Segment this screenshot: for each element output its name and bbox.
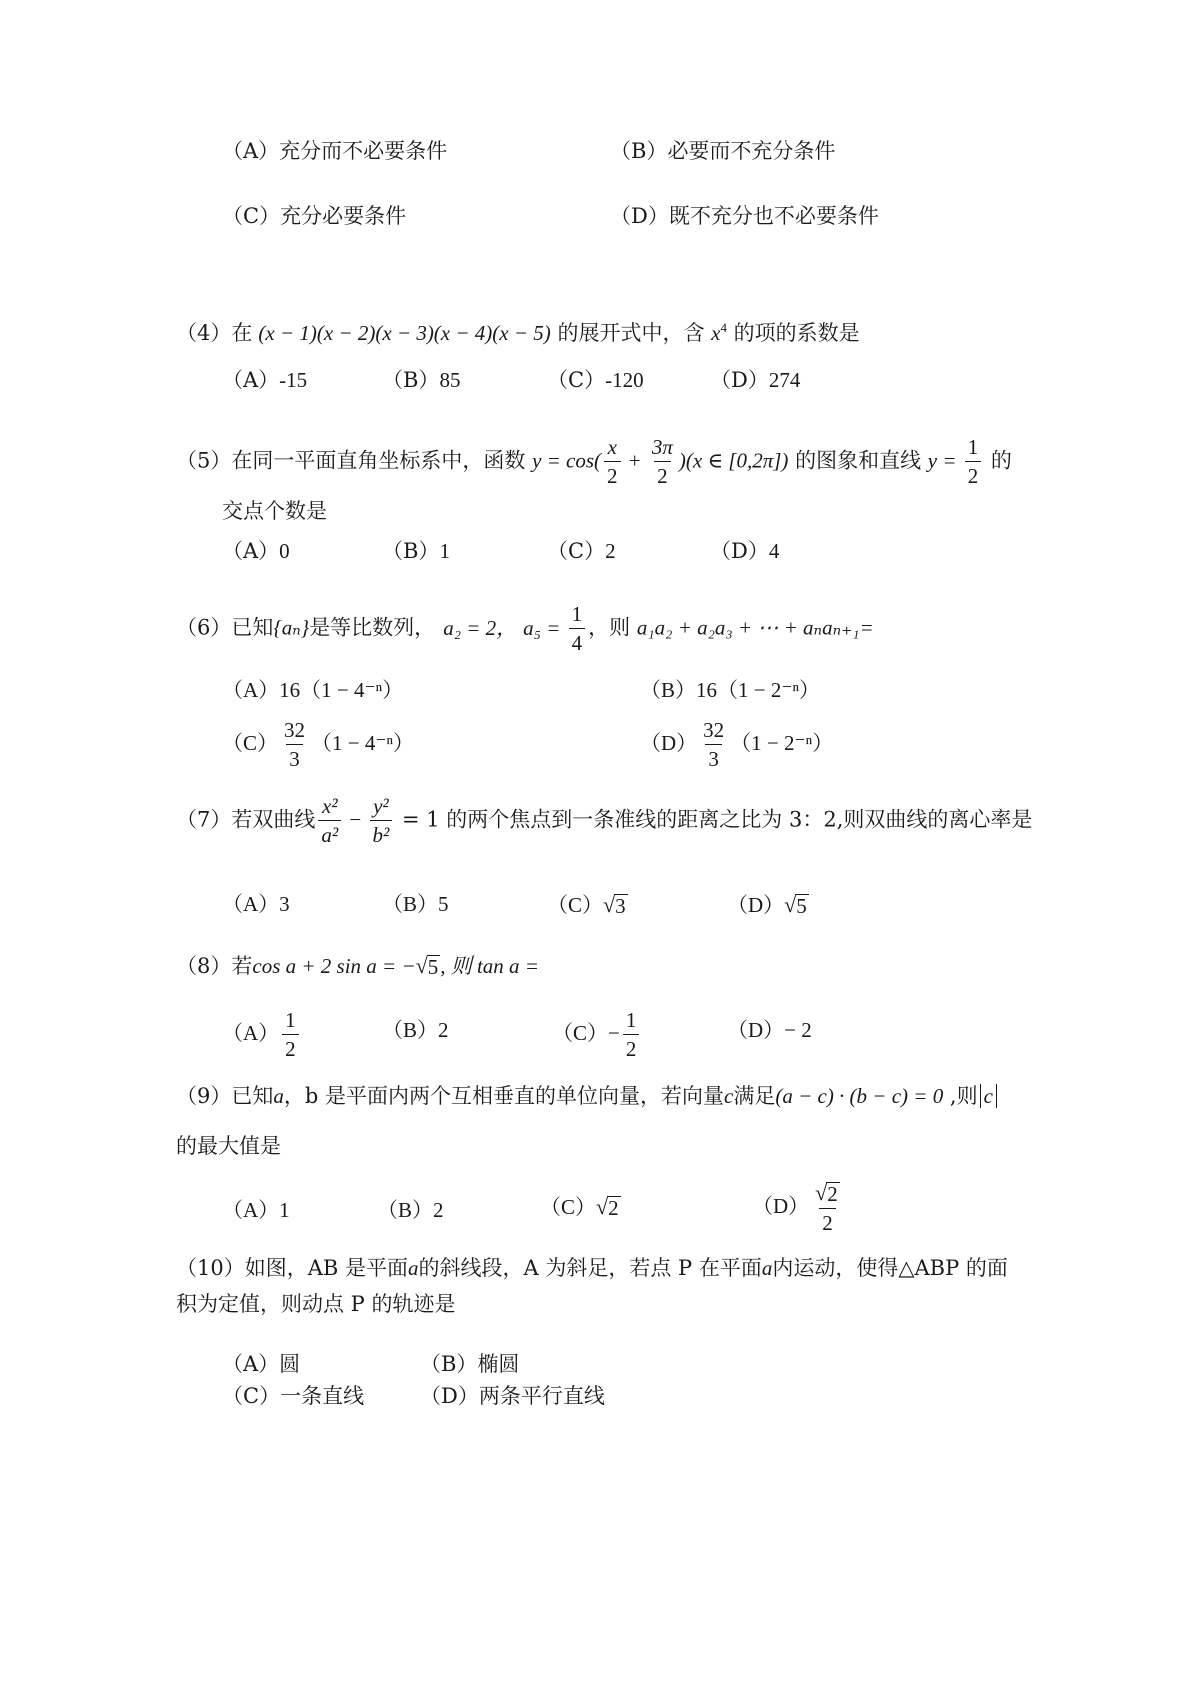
math-var: a xyxy=(273,1084,284,1108)
text: 的斜线段，A 为斜足，若点 P 在平面 xyxy=(418,1256,762,1280)
q6-option-a: （A）16（1 − 4⁻ⁿ） xyxy=(222,678,404,702)
math-var: a xyxy=(408,1256,419,1280)
text: 的展开式中，含 xyxy=(550,321,712,345)
q9-option-d: （D） √ 2 2 xyxy=(752,1182,846,1234)
math-abs: c xyxy=(980,1084,997,1108)
text: 已知 xyxy=(231,1084,274,1108)
math-var: c xyxy=(724,1084,734,1108)
math-expr: (x − 1)(x − 2)(x − 3)(x − 4)(x − 5) xyxy=(258,321,551,345)
sqrt: √ 3 xyxy=(603,892,626,918)
q7-option-a: （A）3 xyxy=(222,892,290,916)
q4-option-b: （B）85 xyxy=(382,368,461,392)
option-label: （B） xyxy=(610,139,668,163)
text: 的项的系数是 xyxy=(726,321,860,345)
q6-option-b: （B）16（1 − 2⁻ⁿ） xyxy=(640,678,821,702)
math-expr: y = xyxy=(927,448,962,473)
fraction: $\frac{1}{2}$ xyxy=(282,1010,299,1060)
fraction: $\frac{1}{2}$ xyxy=(623,1010,640,1060)
math-expr: )(x ∈ [0,2π]) xyxy=(678,448,789,473)
q7-option-b: （B）5 xyxy=(382,892,449,916)
q9-option-b: （B）2 xyxy=(377,1198,444,1222)
question-number: （10） xyxy=(176,1256,245,1280)
math-expr: {aₙ} xyxy=(273,615,310,640)
option-text: 必要而不充分条件 xyxy=(667,139,836,163)
text: 内运动，使得△ABP 的面 xyxy=(772,1256,1008,1280)
math-expr: (a − c) · (b − c) = 0 xyxy=(775,1084,944,1108)
text: = 1 的两个焦点到一条准线的距离之比为 3：2,则双曲线的离心率是 xyxy=(395,807,1033,832)
q5-option-d: （D）4 xyxy=(710,539,780,563)
fraction: $\frac{1}{2}$ xyxy=(965,437,982,487)
q8-option-d: （D）− 2 xyxy=(727,1018,812,1042)
q8-option-c: （C）− $\frac{1}{2}$ xyxy=(552,1010,642,1060)
math-expr: a₅ = xyxy=(523,615,566,640)
q4-option-c: （C）-120 xyxy=(547,368,644,392)
text: 已知 xyxy=(231,615,274,640)
question-number: （7） xyxy=(176,807,232,832)
text: ，则 xyxy=(588,615,637,640)
sqrt: √ 5 xyxy=(415,953,439,979)
question-number: （5） xyxy=(176,448,232,473)
option-label: （A） xyxy=(222,139,280,163)
q6-stem xyxy=(176,604,874,654)
text: 如图，AB 是平面 xyxy=(244,1256,409,1280)
math-expr: y = cos( xyxy=(532,448,602,473)
q5-stem-line2: 交点个数是 xyxy=(222,499,327,523)
fraction: √ 2 2 xyxy=(815,1180,838,1236)
option-label: （C） xyxy=(222,204,281,228)
math-expr: a₂ = 2， xyxy=(443,615,518,640)
math-expr: a₁a₂ + a₂a₃ + ⋯ + aₙaₙ₊₁= xyxy=(636,615,874,640)
q3-option-a xyxy=(222,141,447,162)
q10-option-a: （A）圆 xyxy=(222,1352,301,1376)
sqrt: √ 5 xyxy=(784,892,807,918)
q8-option-b: （B）2 xyxy=(382,1018,449,1042)
fraction: $\frac{32}{3}$ xyxy=(703,718,725,771)
math-var: a xyxy=(761,1256,773,1280)
option-text: 充分而不必要条件 xyxy=(279,139,448,163)
q6-option-d: （D） $\frac{32}{3}$ （1 − 2⁻ⁿ） xyxy=(640,718,834,771)
fraction: $\frac{32}{3}$ xyxy=(284,718,306,771)
q7-option-d: （D） √ 5 xyxy=(727,892,807,918)
fraction: $\frac{\text{x²}}{\text{a²}}$ xyxy=(318,796,341,846)
q5-option-c: （C）2 xyxy=(547,539,616,563)
q4-stem xyxy=(176,320,860,345)
q9-option-a: （A）1 xyxy=(222,1198,290,1222)
q6-option-c: （C） $\frac{32}{3}$ （1 − 4⁻ⁿ） xyxy=(222,718,415,771)
q10-stem-line2: 积为定值，则动点 P 的轨迹是 xyxy=(176,1292,456,1316)
math-op: − xyxy=(344,807,367,832)
option-label: （D） xyxy=(610,204,669,228)
q10-option-d: （D）两条平行直线 xyxy=(420,1384,605,1408)
math-op: + xyxy=(623,448,646,473)
q8-stem xyxy=(176,955,539,978)
sqrt: √ 2 xyxy=(596,1194,619,1220)
q9-stem-line2: 的最大值是 xyxy=(176,1134,281,1158)
math-expr: , 则 tan a = xyxy=(440,954,539,978)
q3-option-d xyxy=(610,206,879,227)
question-number: （8） xyxy=(176,954,232,978)
q5-option-a: （A）0 xyxy=(222,539,290,563)
q4-option-a: （A）-15 xyxy=(222,368,308,392)
q5-stem xyxy=(176,437,1012,487)
text: 在 xyxy=(231,321,253,345)
option-text: 既不充分也不必要条件 xyxy=(668,204,879,228)
q3-option-b xyxy=(610,141,835,162)
question-number: （9） xyxy=(176,1084,232,1108)
text: 是等比数列， xyxy=(309,615,436,640)
question-number: （4） xyxy=(176,321,232,345)
fraction: $\frac{x}{2}$ xyxy=(604,437,621,487)
text: 若双曲线 xyxy=(231,807,316,832)
q9-option-c: （C） √ 2 xyxy=(540,1194,619,1220)
text: 满足 xyxy=(733,1084,776,1108)
fraction: $\frac{3\pi}{2}$ xyxy=(651,435,673,488)
fraction: $\frac{\text{y²}}{\text{b²}}$ xyxy=(370,796,393,846)
q9-stem xyxy=(176,1086,999,1107)
fraction: $\frac{1}{4}$ xyxy=(569,604,586,654)
q10-option-b: （B）椭圆 xyxy=(420,1352,520,1376)
q3-option-c xyxy=(222,206,406,227)
q4-option-d: （D）274 xyxy=(710,368,801,392)
q7-option-c: （C） √ 3 xyxy=(547,892,626,918)
text: 的 xyxy=(984,448,1012,473)
text: 在同一平面直角坐标系中，函数 xyxy=(231,448,533,473)
q7-stem xyxy=(176,796,1032,846)
text: 的图象和直线 xyxy=(788,448,928,473)
text: ,则 xyxy=(943,1084,978,1108)
text: 若 xyxy=(231,954,253,978)
math-power: 4 xyxy=(720,320,727,335)
q10-option-c: （C）一条直线 xyxy=(222,1384,365,1408)
q8-option-a: （A） $\frac{1}{2}$ xyxy=(222,1010,302,1060)
option-text: 充分必要条件 xyxy=(280,204,407,228)
question-number: （6） xyxy=(176,615,232,640)
q5-option-b: （B）1 xyxy=(382,539,450,563)
math-var: x xyxy=(711,321,721,345)
q10-stem xyxy=(176,1258,1008,1279)
math-expr: cos a + 2 sin a = − xyxy=(252,954,416,978)
text: ，b 是平面内两个互相垂直的单位向量，若向量 xyxy=(283,1084,724,1108)
